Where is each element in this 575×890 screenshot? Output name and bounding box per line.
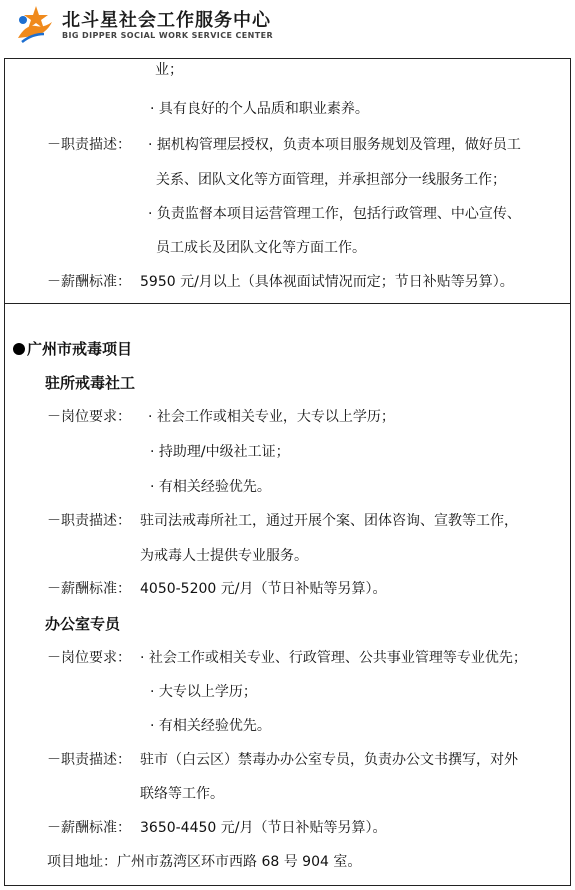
position-1-salary-label: －薪酬标准： — [47, 581, 131, 597]
duty-label: －职责描述： — [47, 137, 131, 153]
position-2-salary: 3650-4450 元/月（节日补贴等另算）。 — [140, 820, 387, 836]
position-1-req-2: · 持助理/中级社工证； — [150, 444, 290, 460]
position-2-salary-label: －薪酬标准： — [47, 820, 131, 836]
project-heading — [13, 340, 132, 358]
position-1-req-1: · 社会工作或相关专业，大专以上学历； — [148, 409, 395, 425]
project-title: 广州市戒毒项目 — [27, 340, 133, 358]
position-2-duty-line-2: 联络等工作。 — [140, 786, 224, 802]
position-2-duty-label: －职责描述： — [47, 752, 131, 768]
position-1-duty-line-2: 为戒毒人士提供专业服务。 — [140, 548, 308, 564]
position-1-req-label: －岗位要求： — [47, 409, 131, 425]
position-1-title: 驻所戒毒社工 — [45, 374, 136, 392]
duty-item-2-line-1: · 负责监督本项目运营管理工作，包括行政管理、中心宣传、 — [148, 206, 521, 222]
requirement-continuation: 业； — [155, 62, 183, 78]
org-name-en: BIG DIPPER SOCIAL WORK SERVICE CENTER — [62, 31, 274, 40]
position-1-duty-line-1: 驻司法戒毒所社工，通过开展个案、团体咨询、宣教等工作， — [140, 513, 518, 529]
requirement-item: · 具有良好的个人品质和职业素养。 — [150, 101, 369, 117]
position-2-req-1: · 社会工作或相关专业、行政管理、公共事业管理等专业优先； — [140, 650, 527, 666]
position-2-title: 办公室专员 — [45, 615, 121, 633]
position-1-req-3: · 有相关经验优先。 — [150, 479, 271, 495]
position-2-req-label: －岗位要求： — [47, 650, 131, 666]
duty-item-1-line-2: 关系、团队文化等方面管理，并承担部分一线服务工作； — [156, 172, 506, 188]
duty-item-2-line-2: 员工成长及团队文化等方面工作。 — [156, 240, 366, 256]
big-dipper-logo-icon — [14, 4, 58, 44]
salary-label: －薪酬标准： — [47, 274, 131, 290]
bullet-icon — [13, 343, 25, 355]
position-1-duty-label: －职责描述： — [47, 513, 131, 529]
org-name-cn: 北斗星社会工作服务中心 — [62, 10, 271, 31]
project-section-box — [4, 303, 571, 886]
project-address: 项目地址：广州市荔湾区环市西路 68 号 904 室。 — [47, 854, 362, 870]
duty-item-1-line-1: · 据机构管理层授权，负责本项目服务规划及管理，做好员工 — [148, 137, 521, 153]
position-2-req-2: · 大专以上学历； — [150, 684, 257, 700]
top-section-box — [4, 58, 571, 304]
salary-value: 5950 元/月以上（具体视面试情况而定；节日补贴等另算）。 — [140, 274, 514, 290]
position-2-req-3: · 有相关经验优先。 — [150, 718, 271, 734]
position-1-salary: 4050-5200 元/月（节日补贴等另算）。 — [140, 581, 387, 597]
position-2-duty-line-1: 驻市（白云区）禁毒办办公室专员，负责办公文书撰写，对外 — [140, 752, 518, 768]
page-header — [0, 0, 575, 58]
